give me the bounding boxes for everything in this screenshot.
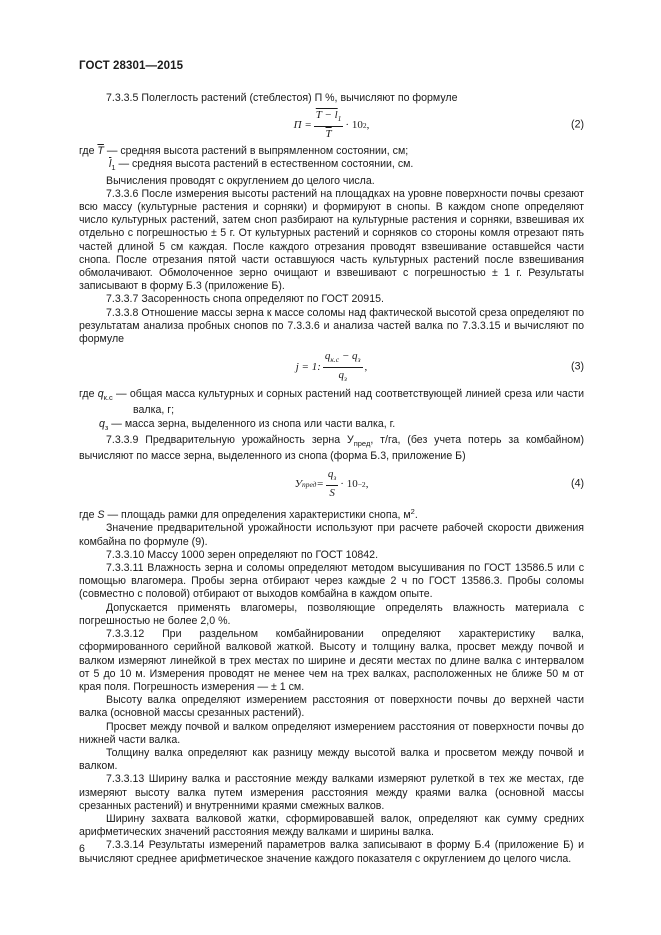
paragraph-7-3-3-8: 7.3.3.8 Отношение массы зерна к массе соломы над фактической высотой среза определяют по результатам анализа пробных снопов по 7.3.3.6 и анализа частей валка по 7.3.3.15 и вычисляют по формуле (79, 306, 584, 346)
definition-S: где S — площадь рамки для определения характеристики снопа, $м^2$. (79, 507, 418, 522)
formula-4: У пред = $\frac{q_з}{S}$ · 10 −2 , (4) (294, 468, 584, 500)
paragraph-7-3-3-7: 7.3.3.7 Засоренность снопа определяют по ГОСТ 20915. (106, 293, 384, 306)
definition-T: где $\overline{T}$ — средняя высота растений в выпрямленном состоянии, см; (79, 145, 409, 158)
definition-q-z: $q_з$ — масса зерна, выделенного из снопа или части валка, г. (99, 417, 396, 432)
paragraph-7-3-3-13: 7.3.3.13 Ширину валка и расстояние между валками измеряют рулеткой в тех же местах, где измеряют высоту валка путем измерения расстояния между краями валка (основной массы срезанных растений) и внутренними краями смежных валков. (79, 773, 584, 812)
formula-2: П = $\frac{T - l_1}{T}$ · 10 2 , (2) (293, 109, 584, 141)
document-body (79, 92, 584, 866)
paragraph-7-3-3-10: 7.3.3.10 Массу 1000 зерен определяют по ГОСТ 10842. (106, 548, 379, 561)
paragraph-7-3-3-5: 7.3.3.5 Полеглость растений (стеблестоя) П %, вычисляют по формуле (106, 92, 458, 104)
paragraph-7-3-3-9: 7.3.3.9 Предварительную урожайность зерна $У_{пред}$, т/га, (без учета потерь за комбайном) вычисляют по массе зерна, выделенного из снопа (форма Б.3, приложение Б) (79, 433, 584, 463)
paragraph-swath-height: Высоту валка определяют измерением расстояния от поверхности почвы до верхней части валка (основной массы срезанных растений). (79, 694, 584, 720)
paragraph-7-3-3-14: 7.3.3.14 Результаты измерений параметров валка записывают в форму Б.4 (приложение Б) и вычисляют среднее арифметическое значение каждого показателя с округлением до целого числа. (79, 839, 584, 865)
paragraph-moisture-meters: Допускается применять влагомеры, позволяющие определять влажность материала с погрешностью не более 2,0 %. (79, 601, 584, 627)
formula-number: (3) (571, 360, 584, 373)
page-number: 6 (79, 843, 85, 855)
paragraph-header-width: Ширину захвата валковой жатки, сформировавшей валок, определяют как сумму средних арифметических значений расстояния между валками и ширины валка. (79, 812, 584, 839)
paragraph-swath-thickness: Толщину валка определяют как разницу между высотой валка и просветом между почвой и валком. (79, 746, 584, 773)
paragraph-rounding: Вычисления проводят с округлением до целого числа. (106, 174, 375, 187)
definition-l1: $\overline{l}_1$ — средняя высота растений в естественном состоянии, см. (109, 158, 414, 173)
formula-3: j = 1: $\frac{q_{к.с} - q_з}{q_з}$ , (3) (295, 349, 584, 383)
paragraph-yield-usage: Значение предварительной урожайности используют при расчете рабочей скорости движения комбайна по формуле (9). (79, 522, 584, 548)
definition-q-ks: где $q_{к.с}$ — общая масса культурных и сорных растений над соответствующей линией среза или части валка, г; (79, 388, 584, 417)
paragraph-swath-clearance: Просвет между почвой и валком определяют измерением расстояния от поверхности почвы до нижней части валка. (79, 720, 584, 746)
paragraph-7-3-3-6: 7.3.3.6 После измерения высоты растений на площадках на уровне поверхности почвы срезают всю массу (культурные растения и сорняки) и формируют в снопы. В каждом снопе определяют число культурных растений, затем сноп разбирают на культурные растения и сорняки, взвешивая их отдельно с погрешностью ± 5 г. От культурных растений и сорняков со стороны комля отрезают пять частей длиной 5 см каждая. После каждого отрезания проводят взвешивание оставшейся части снопа. После отрезания пятой части оставшуюся часть культурных растений после взвешивания обмолачивают. Обмолоченное зерно очищают и взвешивают с погрешностью ± 1 г. Результаты записывают в форму Б.3 (приложение Б). (79, 187, 584, 293)
paragraph-7-3-3-12: 7.3.3.12 При раздельном комбайнировании определяют характеристику валка, сформированного серийной валковой жаткой. Высоту и толщину валка, просвет между почвой и валком измеряют линейкой в трех местах по ширине и десяти местах по длине валка с интервалом от 5 до 10 м. Измерения проводят не менее чем на трех валках, расположенных не ближе 50 м от края поля. Погрешность измерения — ± 1 см. (79, 628, 584, 693)
formula-number: (4) (571, 477, 584, 490)
formula-number: (2) (571, 118, 584, 131)
document-header: ГОСТ 28301—2015 (79, 60, 184, 72)
paragraph-7-3-3-11: 7.3.3.11 Влажность зерна и соломы определяют методом высушивания по ГОСТ 13586.5 или с помощью влагомера. Пробы зерна отбирают через каждые 2 ч по ГОСТ 13586.3. Пробы соломы (совместно с половой) отбирают от выходов комбайна в каждом опыте. (79, 562, 584, 601)
